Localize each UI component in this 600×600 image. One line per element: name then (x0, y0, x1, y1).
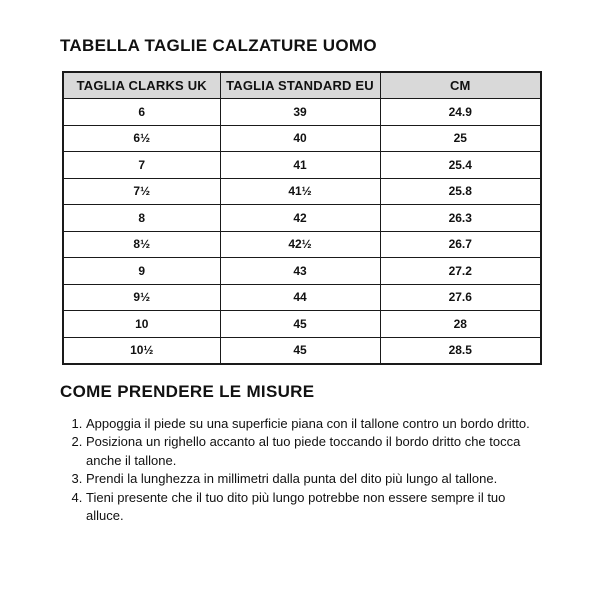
table-cell-eu: 45 (220, 337, 380, 364)
instruction-item: 2. Posiziona un righello accanto al tuo piede toccando il bordo dritto che tocca anche il tallone. (86, 433, 546, 470)
instruction-item: 4. Tieni presente che il tuo dito più lungo potrebbe non essere sempre il tuo alluce. (86, 489, 546, 526)
table-row (63, 311, 541, 338)
table-cell-uk: 6½ (63, 125, 220, 152)
size-table-title: TABELLA TAGLIE CALZATURE UOMO (60, 36, 377, 55)
table-cell-uk: 6 (63, 99, 220, 126)
table-cell-uk: 9½ (63, 284, 220, 311)
size-table-header-row (63, 72, 541, 99)
table-cell-eu: 39 (220, 99, 380, 126)
table-cell-cm: 28 (380, 311, 541, 338)
table-cell-uk: 8 (63, 205, 220, 232)
table-cell-cm: 27.2 (380, 258, 541, 285)
table-row (63, 337, 541, 364)
instructions-list (60, 415, 546, 526)
size-table (62, 71, 542, 365)
table-cell-uk: 9 (63, 258, 220, 285)
table-row (63, 258, 541, 285)
table-cell-cm: 26.7 (380, 231, 541, 258)
table-row (63, 178, 541, 205)
table-cell-cm: 24.9 (380, 99, 541, 126)
table-cell-cm: 26.3 (380, 205, 541, 232)
table-cell-eu: 40 (220, 125, 380, 152)
table-cell-cm: 28.5 (380, 337, 541, 364)
table-cell-uk: 7 (63, 152, 220, 179)
header-cell-1: TAGLIA STANDARD EU (220, 72, 380, 99)
table-cell-cm: 25.8 (380, 178, 541, 205)
table-row (63, 152, 541, 179)
header-cell-2: CM (380, 72, 541, 99)
table-row (63, 99, 541, 126)
table-cell-uk: 10 (63, 311, 220, 338)
table-cell-eu: 41 (220, 152, 380, 179)
table-cell-uk: 10½ (63, 337, 220, 364)
table-row (63, 231, 541, 258)
table-cell-uk: 8½ (63, 231, 220, 258)
table-row (63, 284, 541, 311)
header-cell-0: TAGLIA CLARKS UK (63, 72, 220, 99)
table-cell-eu: 41½ (220, 178, 380, 205)
table-cell-eu: 43 (220, 258, 380, 285)
table-row (63, 205, 541, 232)
instructions-title: COME PRENDERE LE MISURE (60, 381, 315, 401)
table-cell-eu: 42½ (220, 231, 380, 258)
table-cell-cm: 25 (380, 125, 541, 152)
table-cell-eu: 42 (220, 205, 380, 232)
table-row (63, 125, 541, 152)
table-cell-cm: 27.6 (380, 284, 541, 311)
table-cell-uk: 7½ (63, 178, 220, 205)
table-cell-eu: 45 (220, 311, 380, 338)
table-cell-cm: 25.4 (380, 152, 541, 179)
instruction-item: 1. Appoggia il piede su una superficie piana con il tallone contro un bordo dritto. (86, 415, 546, 434)
table-cell-eu: 44 (220, 284, 380, 311)
instruction-item: 3. Prendi la lunghezza in millimetri dalla punta del dito più lungo al tallone. (86, 470, 546, 489)
